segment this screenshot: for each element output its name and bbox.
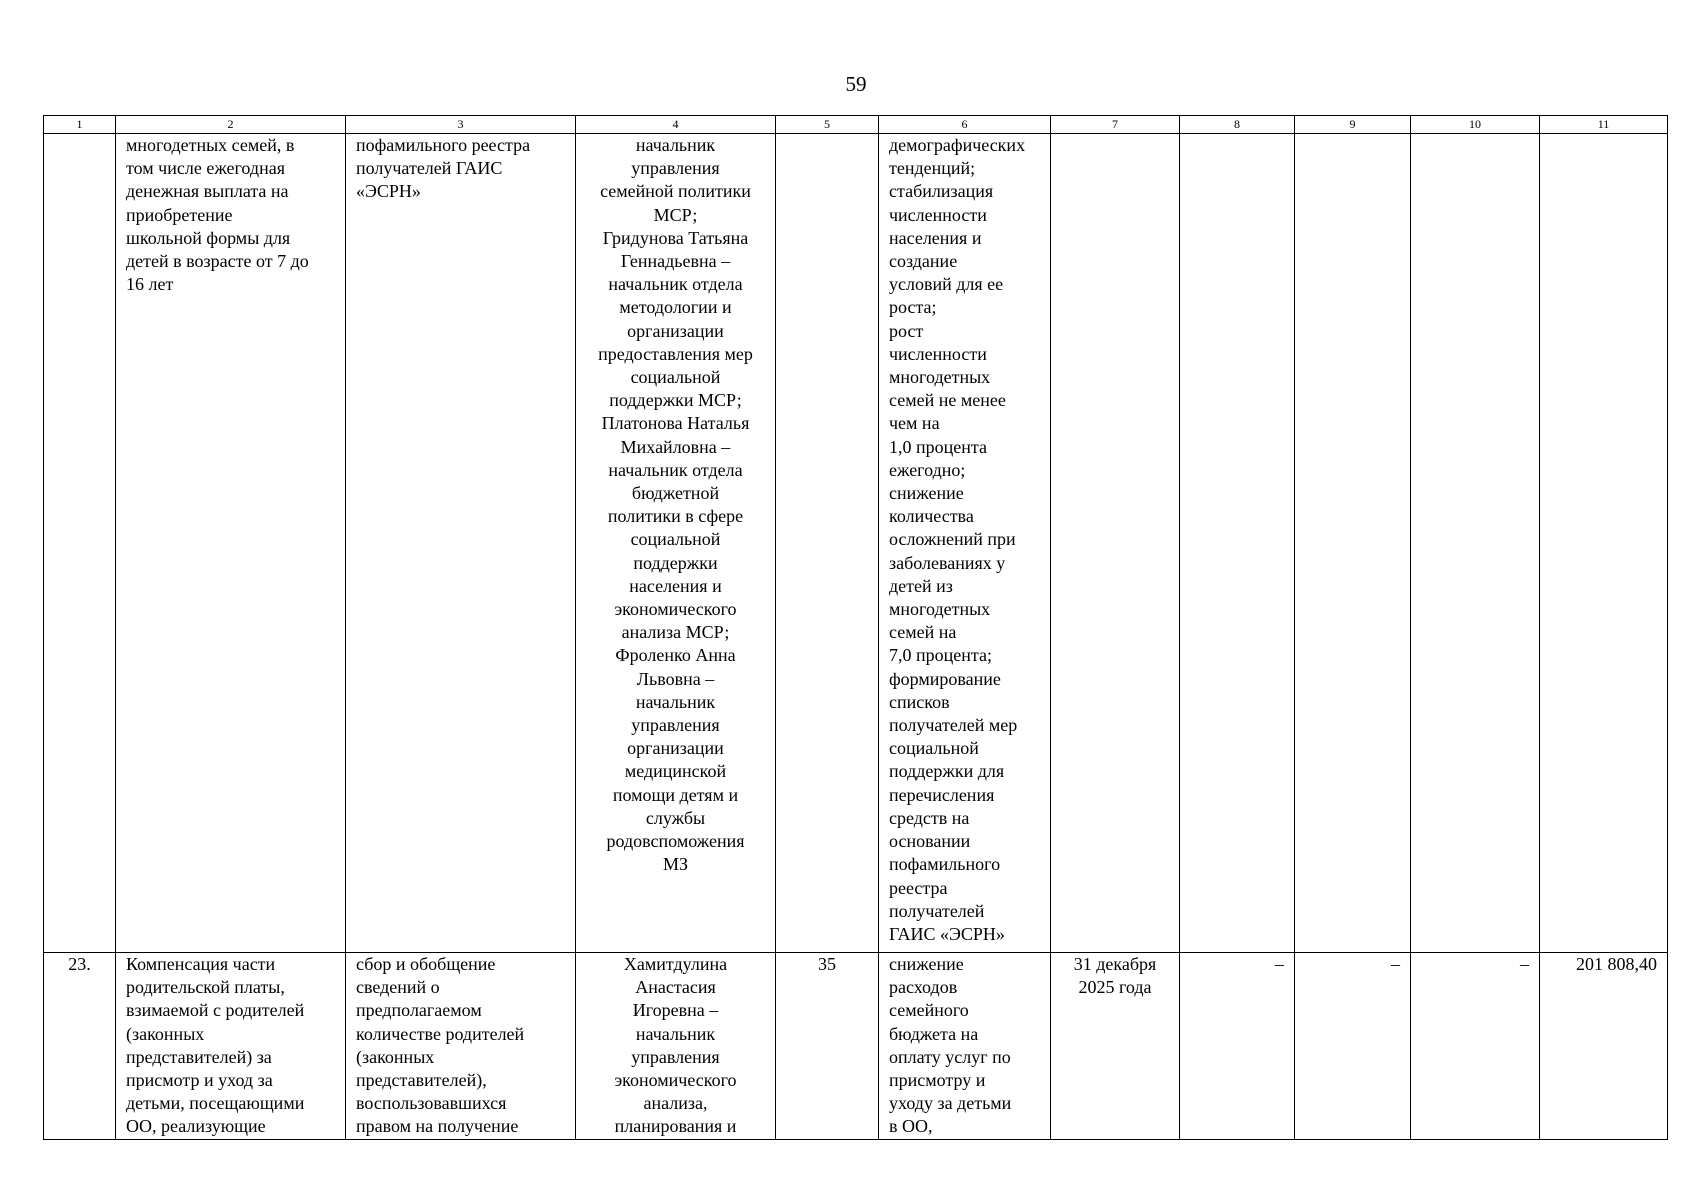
column-number: 5: [776, 116, 879, 134]
measures-table: [43, 115, 1668, 1140]
funding-cell: –: [1295, 953, 1411, 1140]
column-number: 10: [1411, 116, 1540, 134]
indicator-cell: 35: [776, 953, 879, 1140]
funding-cell: [1180, 134, 1295, 953]
funding-total-cell: [1540, 134, 1668, 953]
row-number-cell: [44, 134, 116, 953]
responsible-cell: Хамитдулина Анастасия Игоревна – начальник управления экономического анализа, планирования и: [576, 953, 776, 1140]
table-row: [44, 953, 1668, 1140]
result-cell: снижение расходов семейного бюджета на оплату услуг по присмотру и уходу за детьми в ОО,: [879, 953, 1051, 1140]
column-number: 3: [346, 116, 576, 134]
column-number: 4: [576, 116, 776, 134]
deadline-cell: [1051, 134, 1180, 953]
activity-cell: пофамильного реестра получателей ГАИС «ЭСРН»: [346, 134, 576, 953]
activity-cell: сбор и обобщение сведений о предполагаемом количестве родителей (законных представителей), воспользовавшихся правом на получение: [346, 953, 576, 1140]
indicator-cell: [776, 134, 879, 953]
funding-total-cell: 201 808,40: [1540, 953, 1668, 1140]
page-number: 59: [845, 72, 867, 96]
funding-cell: –: [1411, 953, 1540, 1140]
funding-cell: [1411, 134, 1540, 953]
deadline-cell: 31 декабря 2025 года: [1051, 953, 1180, 1140]
row-number-cell: 23.: [44, 953, 116, 1140]
column-number: 6: [879, 116, 1051, 134]
column-number: 9: [1295, 116, 1411, 134]
column-number-row: [44, 116, 1668, 134]
column-number: 1: [44, 116, 116, 134]
column-number: 2: [116, 116, 346, 134]
measure-name-cell: Компенсация части родительской платы, взимаемой с родителей (законных представителей) за присмотр и уход за детьми, посещающими ОО, реализующие: [116, 953, 346, 1140]
result-cell: демографических тенденций; стабилизация численности населения и создание условий для ее роста; рост численности многодетных семей не менее чем на 1,0 процента ежегодно; снижение количества осложнений при заболеваниях у детей из многодетных семей на 7,0 процента; формирование списков получателей мер социальной поддержки для перечисления средств на основании пофамильного реестра получателей ГАИС «ЭСРН»: [879, 134, 1051, 953]
column-number: 8: [1180, 116, 1295, 134]
measure-name-cell: многодетных семей, в том числе ежегодная денежная выплата на приобретение школьной формы для детей в возрасте от 7 до 16 лет: [116, 134, 346, 953]
funding-cell: –: [1180, 953, 1295, 1140]
responsible-cell: начальник управления семейной политики МСР; Гридунова Татьяна Геннадьевна – начальник отдела методологии и организации предоставления мер социальной поддержки МСР; Платонова Наталья Михайловна – начальник отдела бюджетной политики в сфере социальной поддержки населения и экономического анализа МСР; Фроленко Анна Львовна – начальник управления организации медицинской помощи детям и службы родовспоможения МЗ: [576, 134, 776, 953]
table-row: [44, 134, 1668, 953]
column-number: 7: [1051, 116, 1180, 134]
column-number: 11: [1540, 116, 1668, 134]
funding-cell: [1295, 134, 1411, 953]
